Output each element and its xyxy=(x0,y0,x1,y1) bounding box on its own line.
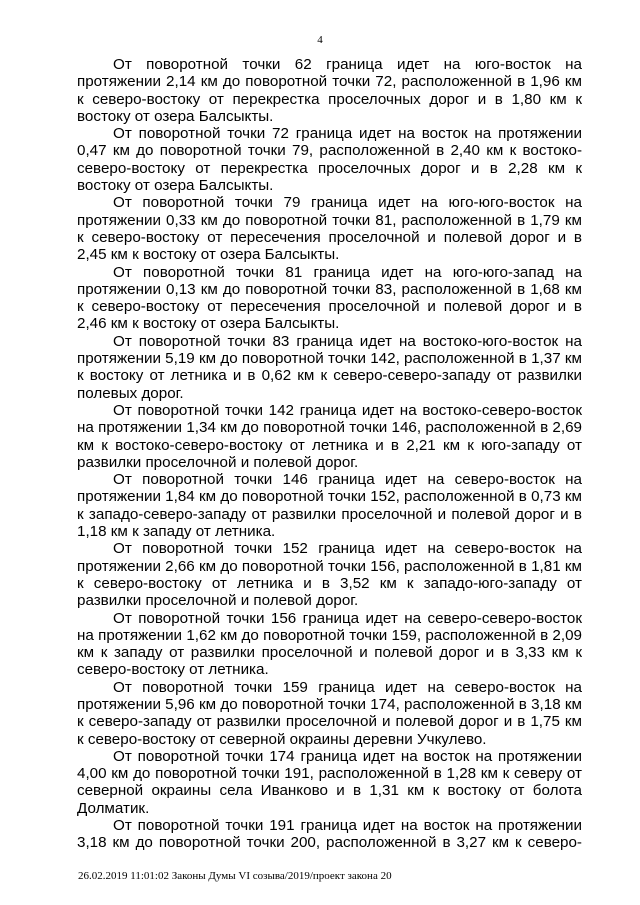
paragraph: От поворотной точки 83 граница идет на востоко-юго-восток на протяжении 5,19 км до поворотной точки 142, расположенной в 1,37 км к востоку от летника и в 0,62 км к северо-северо-западу от развилки полевых дорог. xyxy=(77,332,582,402)
document-body xyxy=(77,56,582,852)
page-number: 4 xyxy=(317,34,323,46)
paragraph: От поворотной точки 146 граница идет на северо-восток на протяжении 1,84 км до поворотной точки 152, расположенной в 0,73 км к западо-северо-западу от развилки проселочной и полевой дорог и в 1,18 км к западу от летника. xyxy=(77,471,582,541)
paragraph: От поворотной точки 72 граница идет на восток на протяжении 0,47 км до поворотной точки 79, расположенной в 2,40 км к востоко-северо-востоку от перекрестка проселочных дорог и в 2,28 км к востоку от озера Балсыкты. xyxy=(77,125,582,195)
paragraph: От поворотной точки 191 граница идет на восток на протяжении 3,18 км до поворотной точки 200, расположенной в 3,27 км к северо- xyxy=(77,817,582,852)
paragraph: От поворотной точки 79 граница идет на юго-юго-восток на протяжении 0,33 км до поворотной точки 81, расположенной в 1,79 км к северо-востоку от пересечения проселочной и полевой дорог и в 2,45 км к востоку от озера Балсыкты. xyxy=(77,194,582,264)
paragraph: От поворотной точки 81 граница идет на юго-юго-запад на протяжении 0,13 км до поворотной точки 83, расположенной в 1,68 км к северо-востоку от пересечения проселочной и полевой дорог и в 2,46 км к востоку от озера Балсыкты. xyxy=(77,263,582,333)
paragraph: От поворотной точки 142 граница идет на востоко-северо-восток на протяжении 1,34 км до поворотной точки 146, расположенной в 2,69 км к востоко-северо-востоку от летника и в 2,21 км к юго-западу от развилки проселочной и полевой дорог. xyxy=(77,401,582,471)
paragraph: От поворотной точки 159 граница идет на северо-восток на протяжении 5,96 км до поворотной точки 174, расположенной в 3,18 км к северо-западу от развилки проселочной и полевой дорог и в 1,75 км к северо-востоку от северной окраины деревни Учкулево. xyxy=(77,678,582,748)
paragraph: От поворотной точки 62 граница идет на юго-восток на протяжении 2,14 км до поворотной точки 72, расположенной в 1,96 км к северо-востоку от перекрестка проселочных дорог и в 1,80 км к востоку от озера Балсыкты. xyxy=(77,56,582,125)
paragraph: От поворотной точки 174 граница идет на восток на протяжении 4,00 км до поворотной точки 191, расположенной в 1,28 км к северу от северной окраины села Иванково и в 1,31 км к востоку от болота Долматик. xyxy=(77,747,582,817)
paragraph: От поворотной точки 152 граница идет на северо-восток на протяжении 2,66 км до поворотной точки 156, расположенной в 1,81 км к северо-востоку от летника и в 3,52 км к западо-юго-западу от развилки проселочной и полевой дорог. xyxy=(77,540,582,610)
document-footer: 26.02.2019 11:01:02 Законы Думы VI созыва/2019/проект закона 20 xyxy=(78,870,392,882)
paragraph: От поворотной точки 156 граница идет на северо-северо-восток на протяжении 1,62 км до поворотной точки 159, расположенной в 2,09 км к западу от развилки проселочной и полевой дорог и в 3,33 км к северо-востоку от летника. xyxy=(77,609,582,679)
